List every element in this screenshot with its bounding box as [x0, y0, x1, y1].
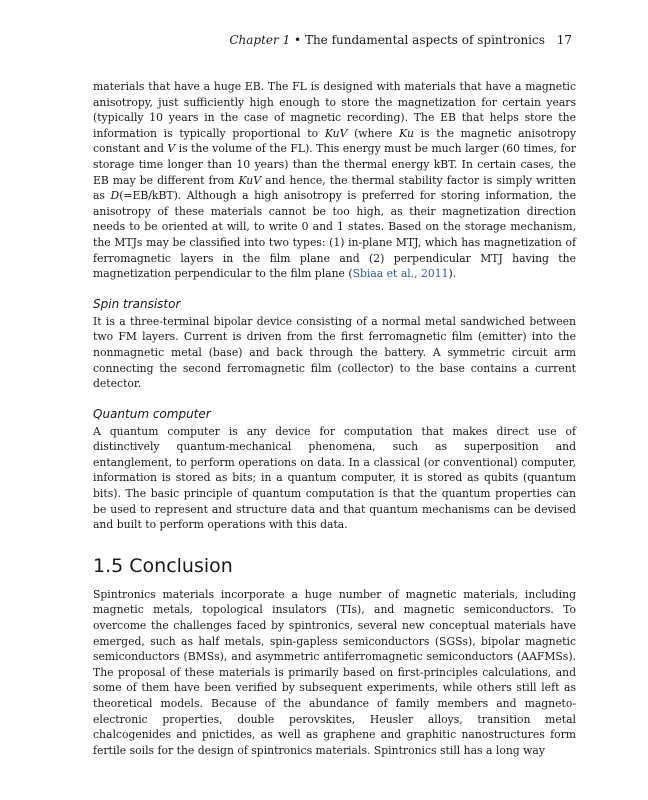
running-header: [229, 33, 572, 47]
conclusion-paragraph: Spintronics materials incorporate a huge number of magnetic materials, including magnetic metals, topological insulators (TIs), and magnetic semiconductors. To overcome the challenges faced by spintronics, several new conceptual materials have emerged, such as half metals, spin-gapless semiconductors (SGSs), bipolar magnetic semiconductors (BMSs), and asymmetric antiferromagnetic semiconductors (AAFMSs). The proposal of these materials is primarily based on first-principles calculations, and some of them have been verified by subsequent experiments, while others still left as theoretical models. Because of the abundance of family members and magneto-electronic properties, double perovskites, Heusler alloys, transition metal chalcogenides and pnictides, as well as graphene and graphitic nanostructures form fertile soils for the design of spintronics materials. Spintronics still has a long way: [93, 587, 576, 757]
v-symbol: V: [167, 142, 176, 156]
quantum-computer-paragraph: A quantum computer is any device for computation that makes direct use of distinctively quantum-mechanical phenomena, such as superposition and entanglement, to perform operations on data. In a classical (or conventional) computer, information is stored as bits; in a quantum computer, it is stored as qubits (quantum bits). The basic principle of quantum computation is that the quantum properties can be used to represent and structure data and that quantum mechanisms can be devised and built to perform operations with this data.: [93, 424, 576, 532]
conclusion-heading: 1.5 Conclusion: [93, 554, 233, 577]
d-symbol: D: [110, 189, 120, 203]
ku-symbol: Ku: [399, 126, 414, 140]
intro-paragraph: materials that have a huge EB. The FL is designed with materials that have a magnetic anisotropy, just sufficiently high enough to store the magnetization for certain years (typically 10 years in the case of magnetic recording). The EB that helps store the information is typically proportional to KuV (where Ku is the magnetic anisotropy constant and V is the volume of the FL). This energy must be much larger (60 times, for storage time longer than 10 years) than the thermal energy kBT. In certain cases, the EB may be different from KuV and hence, the thermal stability factor is simply written as D(=EB/kBT). Although a high anisotropy is preferred for storing information, the anisotropy of these materials cannot be too high, as their magnetization direction needs to be oriented at will, to write 0 and 1 states. Based on the storage mechanism, the MTJs may be classified into two types: (1) in-plane MTJ, which has magnetization of ferromagnetic layers in the film plane and (2) perpendicular MTJ having the magnetization perpendicular to the film plane (Sbiaa et al., 2011).: [93, 80, 576, 281]
chapter-label: Chapter 1: [229, 33, 291, 47]
citation-link[interactable]: Sbiaa et al., 2011: [352, 267, 449, 281]
page-body: [93, 79, 576, 758]
quantum-computer-heading: Quantum computer: [93, 406, 211, 421]
spin-transistor-paragraph: It is a three-terminal bipolar device consisting of a normal metal sandwiched between two FM layers. Current is driven from the first ferromagnetic film (emitter) into the nonmagnetic metal (base) and back through the battery. A symmetric circuit arm connecting the second ferromagnetic film (collector) to the base contains a current detector.: [93, 314, 576, 391]
spin-transistor-heading: Spin transistor: [93, 296, 181, 311]
header-bullet: •: [294, 33, 302, 47]
page-number: 17: [556, 33, 572, 47]
kuv-symbol: KuV: [238, 173, 262, 187]
kuv-symbol: KuV: [324, 126, 348, 140]
chapter-title: The fundamental aspects of spintronics: [304, 33, 545, 47]
